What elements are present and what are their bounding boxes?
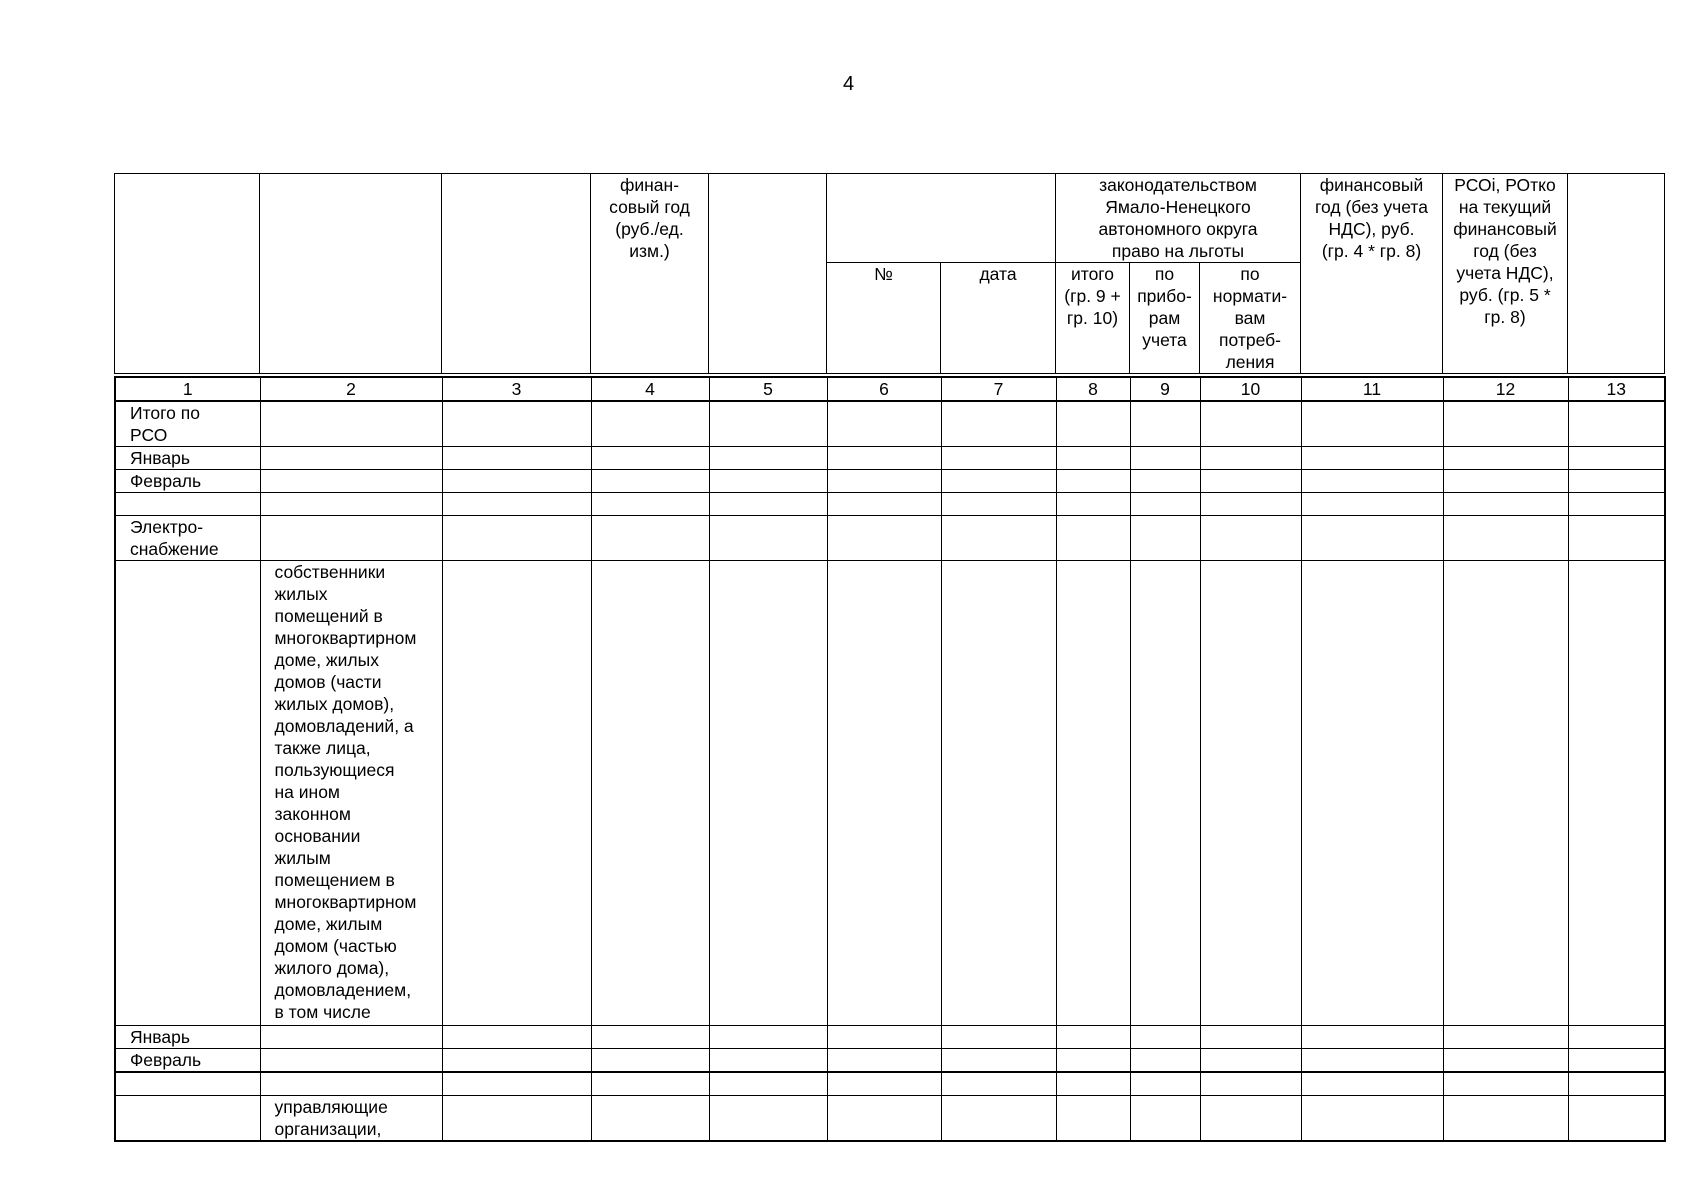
column-number: 11 (1301, 377, 1443, 401)
row-label-january: Январь (115, 447, 260, 470)
row-label-total-rso: Итого по РСО (115, 401, 260, 447)
table-row (115, 516, 1665, 561)
header-cell-10: по нормати- вам потреб- ления (1200, 263, 1301, 374)
header-cell-6: № (827, 263, 941, 374)
row-label-electricity: Электро- снабжение (115, 516, 260, 561)
header-cell-6-7-group (827, 174, 1056, 263)
row-label-february: Февраль (115, 470, 260, 493)
column-number: 10 (1200, 377, 1301, 401)
column-number: 9 (1130, 377, 1200, 401)
column-number: 3 (442, 377, 591, 401)
table-row (115, 493, 1665, 516)
row-label-february: Февраль (115, 1049, 260, 1073)
column-number: 5 (709, 377, 827, 401)
table-row (115, 561, 1665, 1026)
header-cell-12: РСОi, РОтко на текущий финансовый год (без учета НДС), руб. (гр. 5 * гр. 8) (1443, 174, 1568, 374)
header-cell-9: по прибо- рам учета (1130, 263, 1200, 374)
column-number: 8 (1056, 377, 1130, 401)
row-label-january: Январь (115, 1026, 260, 1049)
header-cell-5 (709, 174, 827, 374)
table-row (115, 1026, 1665, 1049)
row-label-owners: собственники жилых помещений в многоквартирном доме, жилых домов (части жилых домов), домовладений, а также лица, пользующиеся на ином законном основании жилым помещением в многоквартирном доме, жилым домом (частью жилого дома), домовладением, в том числе (260, 561, 442, 1026)
column-number: 2 (260, 377, 442, 401)
table-header (114, 173, 1665, 374)
header-cell-2 (260, 174, 442, 374)
header-cell-13 (1568, 174, 1665, 374)
header-cell-8: итого (гр. 9 + гр. 10) (1056, 263, 1130, 374)
table-row (115, 1072, 1665, 1095)
page-number: 4 (842, 73, 855, 95)
column-number: 12 (1443, 377, 1568, 401)
column-number: 7 (941, 377, 1056, 401)
table-body (114, 376, 1666, 1142)
table-row (115, 447, 1665, 470)
column-number: 6 (827, 377, 941, 401)
table-row (115, 470, 1665, 493)
header-cell-4: финан- совый год (руб./ед. изм.) (591, 174, 709, 374)
row-label-management: управляющие организации, (260, 1095, 442, 1141)
column-number: 4 (591, 377, 709, 401)
header-cell-7: дата (941, 263, 1056, 374)
column-number: 1 (115, 377, 260, 401)
header-cell-8-10-group: законодательством Ямало-Ненецкого автономного округа право на льготы (1056, 174, 1301, 263)
table-row (115, 1049, 1665, 1073)
table-row (115, 1095, 1665, 1141)
header-cell-11: финансовый год (без учета НДС), руб. (гр. 4 * гр. 8) (1301, 174, 1443, 374)
column-number-row (115, 377, 1665, 401)
header-cell-3 (442, 174, 591, 374)
header-cell-1 (115, 174, 260, 374)
column-number: 13 (1568, 377, 1665, 401)
table-row (115, 401, 1665, 447)
